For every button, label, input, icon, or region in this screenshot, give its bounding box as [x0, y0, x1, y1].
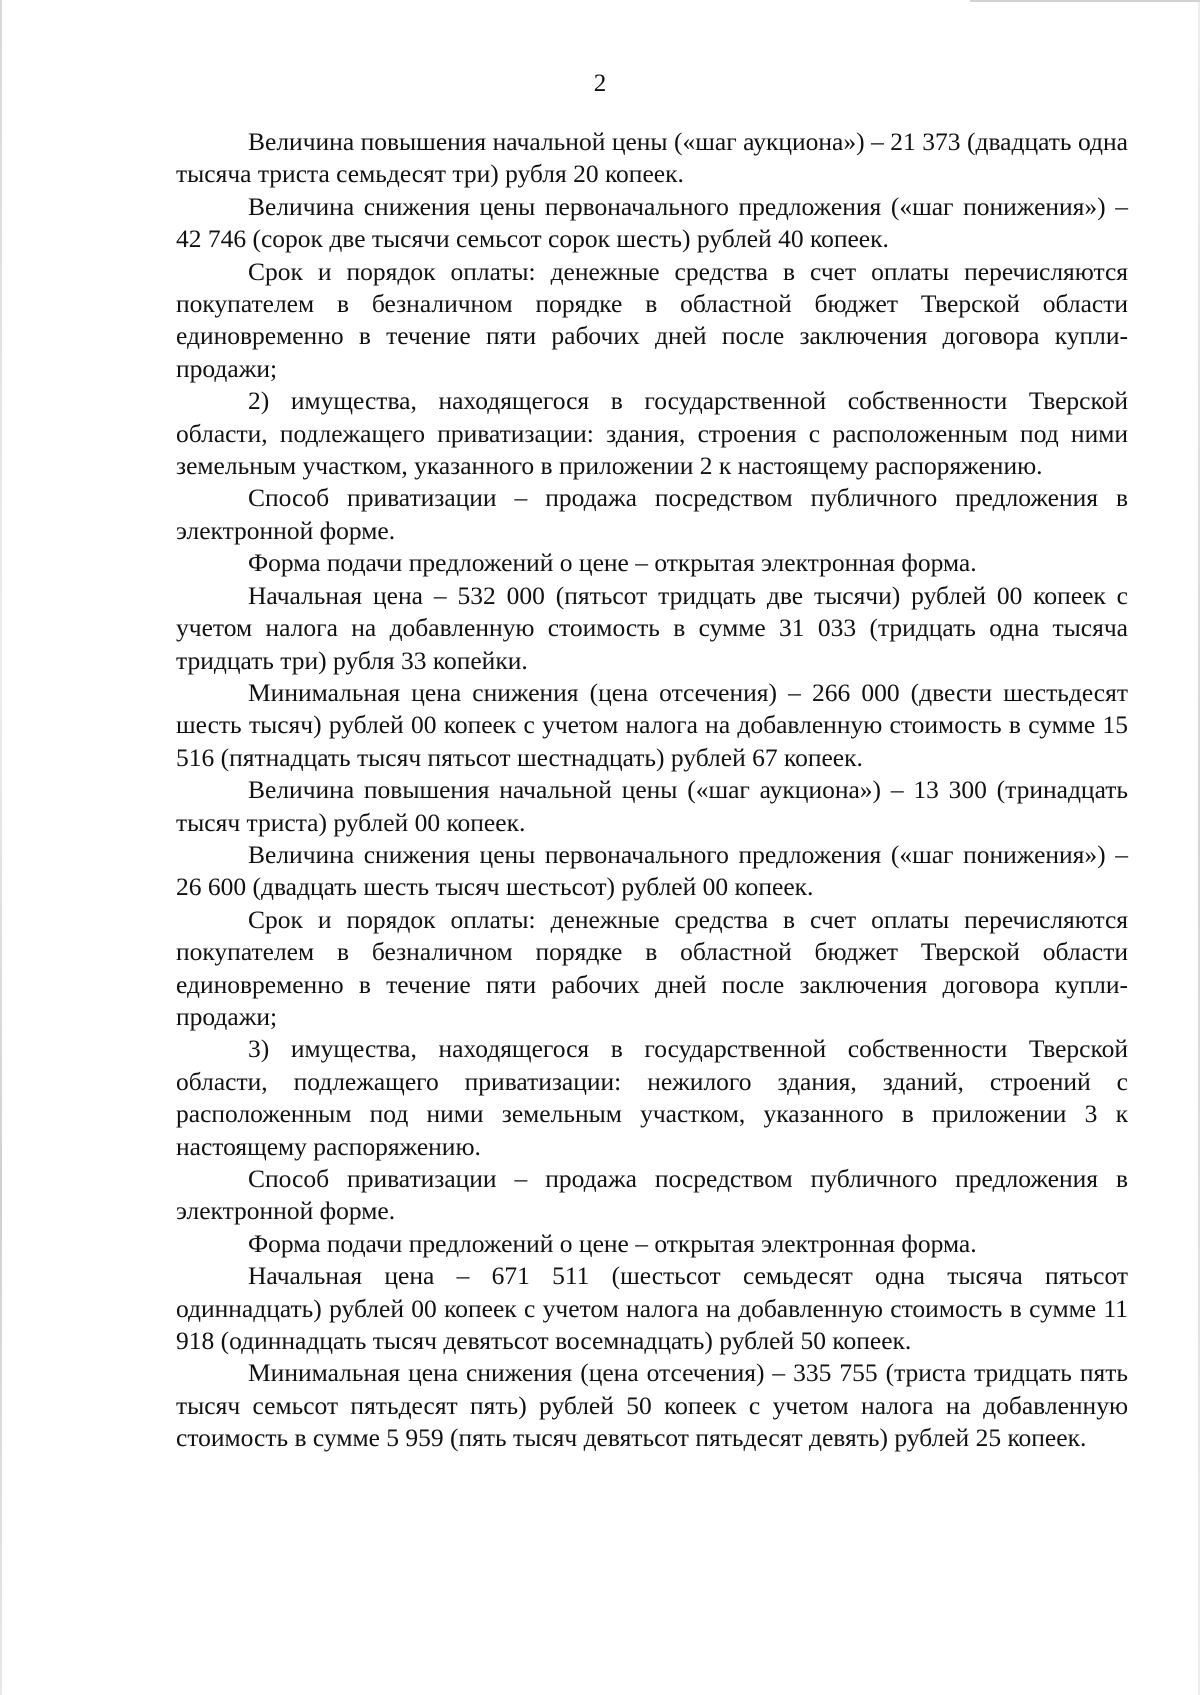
paragraph-auction-step-1: Величина повышения начальной цены («шаг аукциона») – 21 373 (двадцать одна тысяча триста семьдесят три) рубля 20 копеек. [176, 127, 1128, 189]
paragraph-cutoff-price-2: Минимальная цена снижения (цена отсечения) – 266 000 (двести шестьдесят шесть тысяч) рублей 00 копеек с учетом налога на добавленную стоимость в сумме 15 516 (пятнадцать тысяч пятьсот шестнадцать) рублей 67 копеек. [176, 677, 1128, 772]
paragraph-privatization-method-3: Способ приватизации – продажа посредством публичного предложения в электронной форме. [176, 1164, 1128, 1226]
paragraph-auction-step-2: Величина повышения начальной цены («шаг аукциона») – 13 300 (тринадцать тысяч триста) рублей 00 копеек. [176, 775, 1128, 837]
paragraph-initial-price-3: Начальная цена – 671 511 (шестьсот семьдесят одна тысяча пятьсот одиннадцать) рублей 00 копеек с учетом налога на добавленную стоимость в сумме 11 918 (одиннадцать тысяч девятьсот восемнадцать) рублей 50 копеек. [176, 1261, 1128, 1356]
paragraph-cutoff-price-3: Минимальная цена снижения (цена отсечения) – 335 755 (триста тридцать пять тысяч семьсот пятьдесят пять) рублей 50 копеек с учетом налога на добавленную стоимость в сумме 5 959 (пять тысяч девятьсот пятьдесят девять) рублей 25 копеек. [176, 1358, 1128, 1453]
paragraph-bid-form-2: Форма подачи предложений о цене – открытая электронная форма. [248, 548, 977, 578]
paragraph-payment-terms-1: Срок и порядок оплаты: денежные средства в счет оплаты перечисляются покупателем в безналичном порядке в областной бюджет Тверской области единовременно в течение пяти рабочих дней после заключения договора купли-продажи; [176, 256, 1128, 383]
scan-edge-top [970, 0, 1200, 2]
paragraph-payment-terms-2: Срок и порядок оплаты: денежные средства в счет оплаты перечисляются покупателем в безналичном порядке в областной бюджет Тверской области единовременно в течение пяти рабочих дней после заключения договора купли-продажи; [176, 904, 1128, 1031]
paragraph-privatization-method-2: Способ приватизации – продажа посредством публичного предложения в электронной форме. [176, 483, 1128, 545]
paragraph-initial-price-2: Начальная цена – 532 000 (пятьсот тридцать две тысячи) рублей 00 копеек с учетом налога на добавленную стоимость в сумме 31 033 (тридцать одна тысяча тридцать три) рубля 33 копейки. [176, 580, 1128, 675]
page-number: 2 [593, 70, 607, 97]
paragraph-property-3: 3) имущества, находящегося в государственной собственности Тверской области, подлежащего приватизации: нежилого здания, зданий, строений с расположенным под ними земельным участком, указанного в приложении 3 к настоящему распоряжению. [176, 1034, 1128, 1161]
paragraph-bid-form-3: Форма подачи предложений о цене – открытая электронная форма. [248, 1228, 977, 1258]
scan-edge-left [0, 0, 2, 1695]
paragraph-property-2: 2) имущества, находящегося в государственной собственности Тверской области, подлежащего приватизации: здания, строения с расположенным под ними земельным участком, указанного в приложении 2 к настоящему распоряжению. [176, 386, 1128, 481]
paragraph-reduction-step-2: Величина снижения цены первоначального предложения («шаг понижения») – 26 600 (двадцать шесть тысяч шестьсот) рублей 00 копеек. [176, 839, 1128, 902]
document-body [176, 126, 1128, 1455]
paragraph-reduction-step-1: Величина снижения цены первоначального предложения («шаг понижения») – 42 746 (сорок две тысячи семьсот сорок шесть) рублей 40 копеек. [176, 191, 1128, 254]
